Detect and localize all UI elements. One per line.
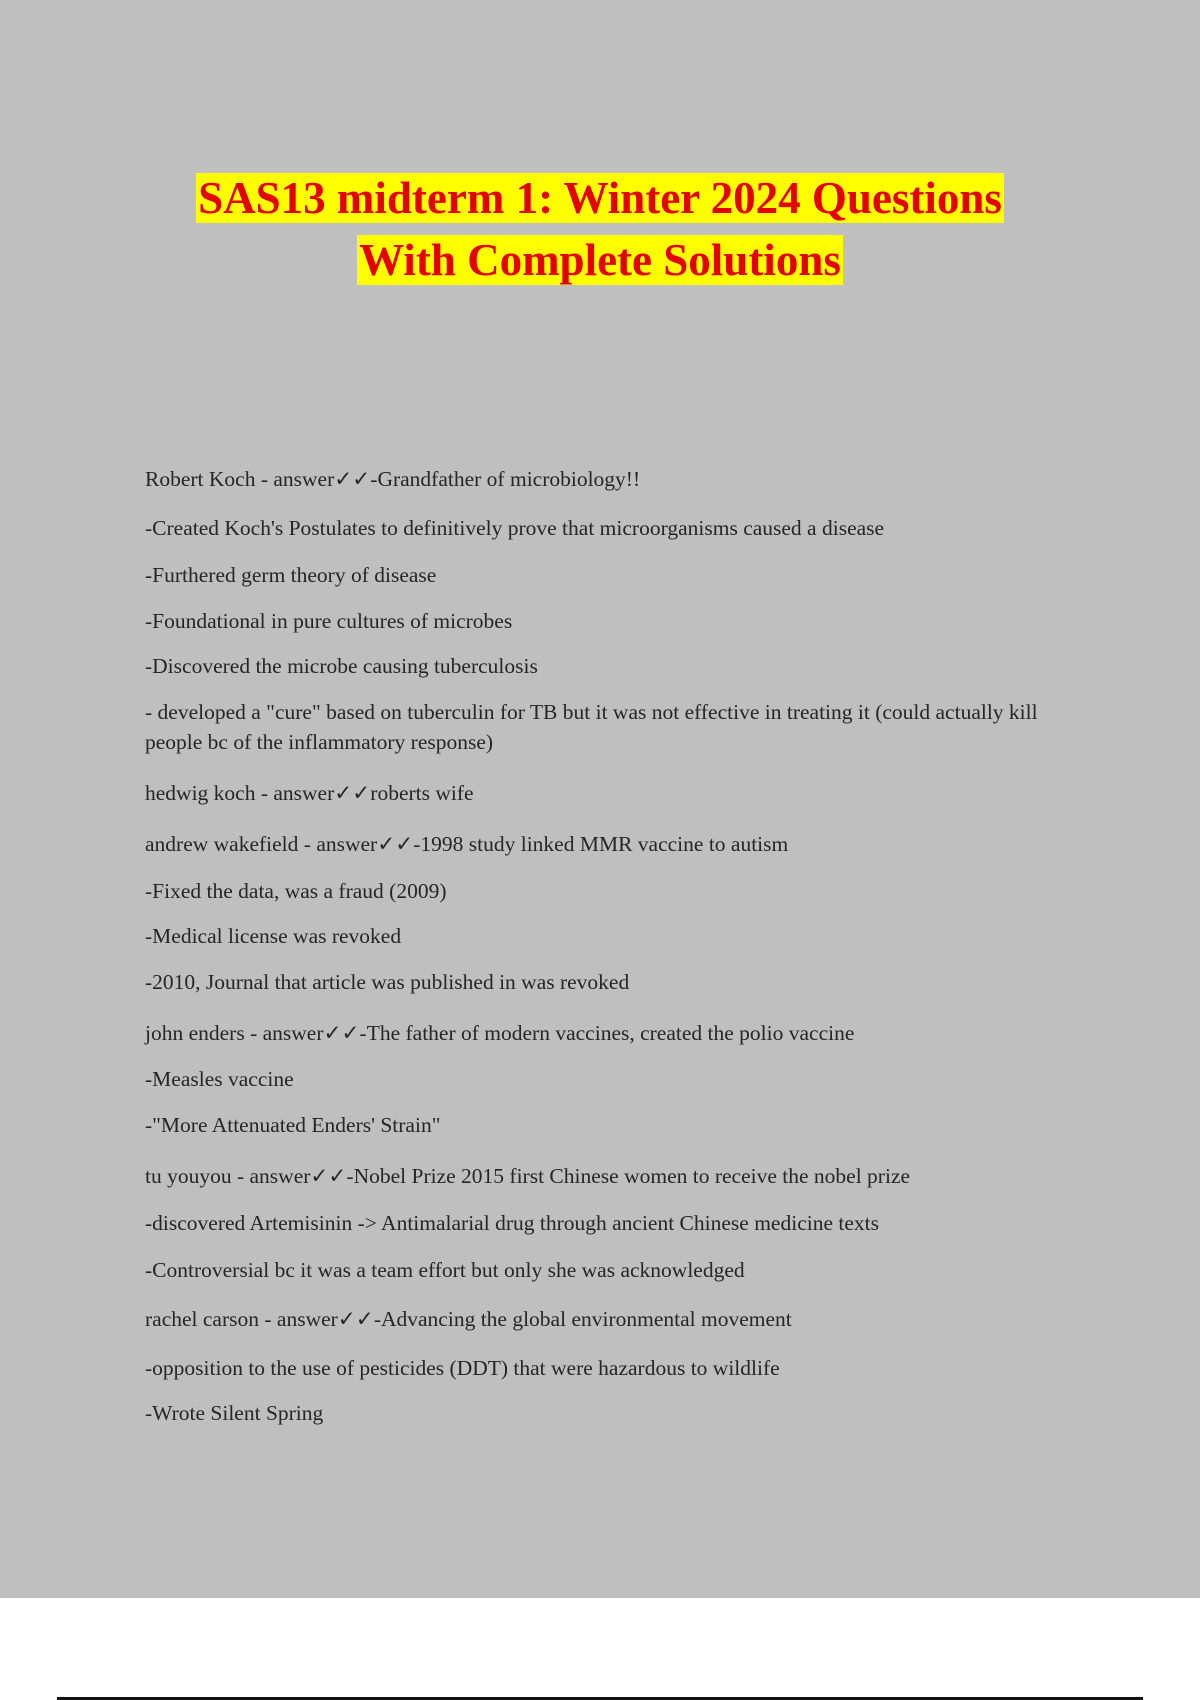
- text-line: -"More Attenuated Enders' Strain": [145, 1113, 441, 1137]
- entry-tu-youyou: tu youyou - answer✓✓-Nobel Prize 2015 first Chinese women to receive the nobel prize: [145, 1164, 911, 1188]
- title-line-2: [0, 232, 1200, 288]
- text-line: -opposition to the use of pesticides (DDT) that were hazardous to wildlife: [145, 1356, 780, 1380]
- text-line: - developed a "cure" based on tuberculin for TB but it was not effective in treating it (could actually kill people bc of the inflammatory response): [145, 700, 1038, 754]
- text-line: -2010, Journal that article was published in was revoked: [145, 970, 630, 994]
- entry-robert-koch: Robert Koch - answer✓✓-Grandfather of microbiology!!: [145, 467, 641, 491]
- text-line: -Discovered the microbe causing tuberculosis: [145, 654, 538, 678]
- entry-andrew-wakefield: andrew wakefield - answer✓✓-1998 study linked MMR vaccine to autism: [145, 832, 789, 856]
- text-line: -Furthered germ theory of disease: [145, 563, 437, 587]
- text-line: -Created Koch's Postulates to definitively prove that microorganisms caused a disease: [145, 516, 885, 540]
- entry-john-enders: john enders - answer✓✓-The father of modern vaccines, created the polio vaccine: [145, 1021, 855, 1045]
- text-line: -Medical license was revoked: [145, 924, 402, 948]
- text-line: -discovered Artemisinin -> Antimalarial drug through ancient Chinese medicine texts: [145, 1211, 879, 1235]
- text-line: -Wrote Silent Spring: [145, 1401, 324, 1425]
- title-highlight-2: With Complete Solutions: [359, 235, 841, 285]
- entry-hedwig-koch: hedwig koch - answer✓✓roberts wife: [145, 781, 474, 805]
- entry-rachel-carson: rachel carson - answer✓✓-Advancing the global environmental movement: [145, 1307, 792, 1331]
- text-line: -Foundational in pure cultures of microbes: [145, 609, 513, 633]
- text-line: -Fixed the data, was a fraud (2009): [145, 879, 447, 903]
- title-highlight-1: SAS13 midterm 1: Winter 2024 Questions: [198, 173, 1002, 223]
- text-line: -Controversial bc it was a team effort but only she was acknowledged: [145, 1258, 745, 1282]
- text-line: -Measles vaccine: [145, 1067, 294, 1091]
- title-line-1: [0, 170, 1200, 226]
